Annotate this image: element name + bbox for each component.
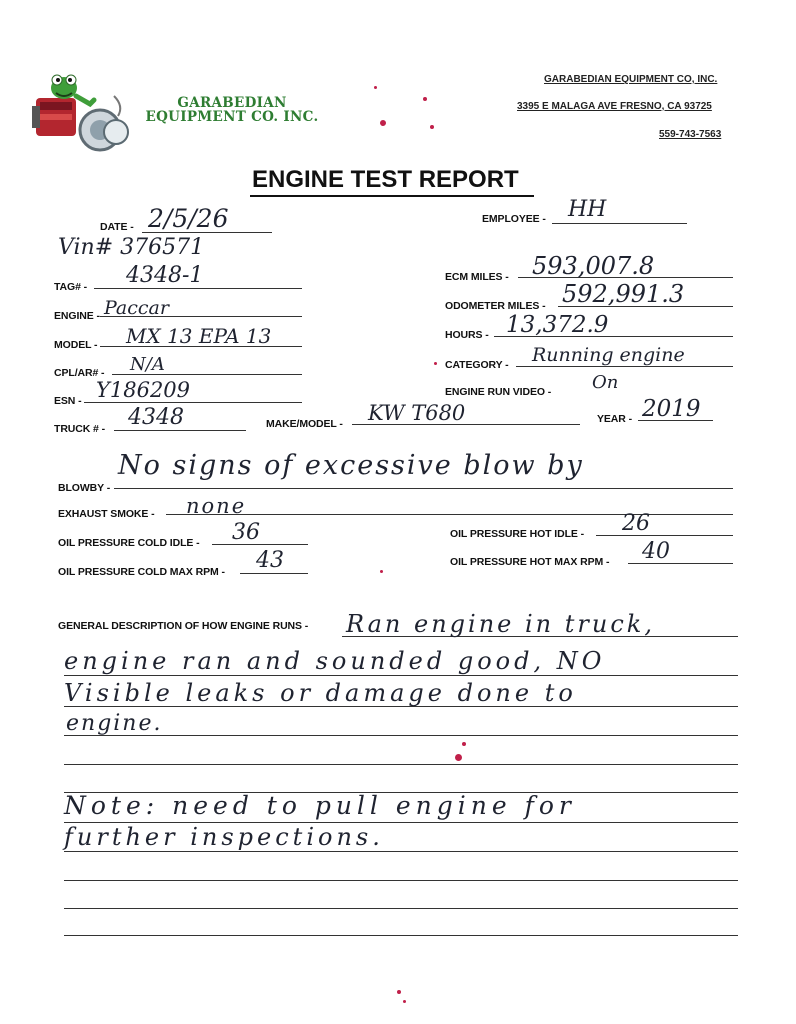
- oil-hot-idle-label: OIL PRESSURE HOT IDLE -: [450, 528, 585, 540]
- description-line: Visible leaks or damage done to: [64, 679, 577, 707]
- description-line: Ran engine in truck,: [346, 610, 655, 638]
- hours-label: HOURS -: [445, 329, 489, 341]
- description-rule: [64, 908, 738, 909]
- truck-label: TRUCK # -: [54, 423, 106, 435]
- exhaust-smoke-value: none: [186, 494, 247, 518]
- model-label: MODEL -: [54, 339, 98, 351]
- odometer-value: 592,991.3: [562, 280, 685, 308]
- engine-run-video-value: On: [592, 372, 619, 393]
- oil-cold-max-label: OIL PRESSURE COLD MAX RPM -: [58, 566, 225, 578]
- company-name-right: GARABEDIAN EQUIPMENT CO, INC.: [544, 74, 718, 85]
- engine-label: ENGINE -: [54, 310, 100, 322]
- cpl-value: N/A: [130, 354, 165, 375]
- blowby-label: BLOWBY -: [58, 482, 111, 494]
- esn-value: Y186209: [96, 378, 191, 402]
- description-line: further inspections.: [64, 823, 384, 851]
- make-model-value: KW T680: [368, 401, 466, 425]
- category-value: Running engine: [532, 344, 685, 366]
- ecm-miles-value: 593,007.8: [532, 252, 655, 280]
- year-label: YEAR -: [597, 413, 632, 425]
- general-description-label: GENERAL DESCRIPTION OF HOW ENGINE RUNS -: [58, 620, 309, 632]
- description-rule: [64, 764, 738, 765]
- report-title: ENGINE TEST REPORT: [252, 166, 519, 193]
- oil-hot-idle-value: 26: [622, 511, 650, 536]
- ink-spot: [434, 362, 437, 365]
- description-line: engine.: [66, 711, 163, 736]
- ink-spot: [397, 990, 401, 994]
- oil-cold-idle-line: [212, 544, 308, 545]
- category-label: CATEGORY -: [445, 359, 509, 371]
- oil-cold-max-value: 43: [256, 548, 284, 573]
- ecm-miles-label: ECM MILES -: [445, 271, 509, 283]
- ink-spot: [455, 754, 462, 761]
- employee-label: EMPLOYEE -: [482, 213, 546, 225]
- oil-cold-max-line: [240, 573, 308, 574]
- company-logo: [28, 66, 132, 158]
- exhaust-smoke-label: EXHAUST SMOKE -: [58, 508, 155, 520]
- employee-line: [552, 223, 687, 224]
- ink-spot: [380, 570, 383, 573]
- tag-value: 4348-1: [126, 263, 204, 288]
- tag-line: [94, 288, 302, 289]
- ink-spot: [423, 97, 427, 101]
- company-name-line2: EQUIPMENT CO. INC.: [145, 109, 319, 125]
- description-rule: [64, 935, 738, 936]
- cpl-label: CPL/AR# -: [54, 367, 105, 379]
- year-value: 2019: [642, 396, 701, 422]
- ink-spot: [462, 742, 466, 746]
- engine-value: Paccar: [104, 297, 169, 319]
- description-rule: [64, 735, 738, 736]
- description-rule: [64, 851, 738, 852]
- oil-cold-idle-label: OIL PRESSURE COLD IDLE -: [58, 537, 200, 549]
- description-rule: [64, 675, 738, 676]
- oil-hot-idle-line: [596, 535, 733, 536]
- description-line: Note: need to pull engine for: [64, 791, 576, 820]
- description-rule: [64, 880, 738, 881]
- company-name: [132, 96, 332, 124]
- ink-spot: [430, 125, 434, 129]
- company-phone: 559-743-7563: [659, 129, 722, 140]
- employee-value: HH: [568, 197, 607, 222]
- truck-line: [114, 430, 246, 431]
- date-label: DATE -: [100, 221, 134, 233]
- company-address: 3395 E MALAGA AVE FRESNO, CA 93725: [517, 101, 712, 112]
- description-line: engine ran and sounded good, NO: [64, 647, 606, 675]
- title-underline: [250, 195, 534, 197]
- hours-value: 13,372.9: [506, 312, 609, 338]
- odometer-label: ODOMETER MILES -: [445, 300, 546, 312]
- esn-label: ESN -: [54, 395, 82, 407]
- oil-cold-idle-value: 36: [232, 520, 260, 545]
- oil-hot-max-label: OIL PRESSURE HOT MAX RPM -: [450, 556, 610, 568]
- oil-hot-max-value: 40: [642, 539, 670, 564]
- category-line: [516, 366, 733, 367]
- truck-value: 4348: [128, 405, 184, 430]
- engine-run-video-label: ENGINE RUN VIDEO -: [445, 386, 552, 398]
- vin-value: Vin# 376571: [58, 235, 205, 260]
- blowby-line: [114, 488, 733, 489]
- date-value: 2/5/26: [148, 204, 229, 233]
- blowby-value: No signs of excessive blow by: [118, 450, 584, 481]
- ink-spot: [380, 120, 386, 126]
- ink-spot: [403, 1000, 406, 1003]
- make-model-label: MAKE/MODEL -: [266, 418, 343, 430]
- company-name-line1: GARABEDIAN: [177, 95, 287, 111]
- esn-line: [84, 402, 302, 403]
- tag-label: TAG# -: [54, 281, 88, 293]
- ink-spot: [374, 86, 377, 89]
- model-value: MX 13 EPA 13: [126, 324, 272, 348]
